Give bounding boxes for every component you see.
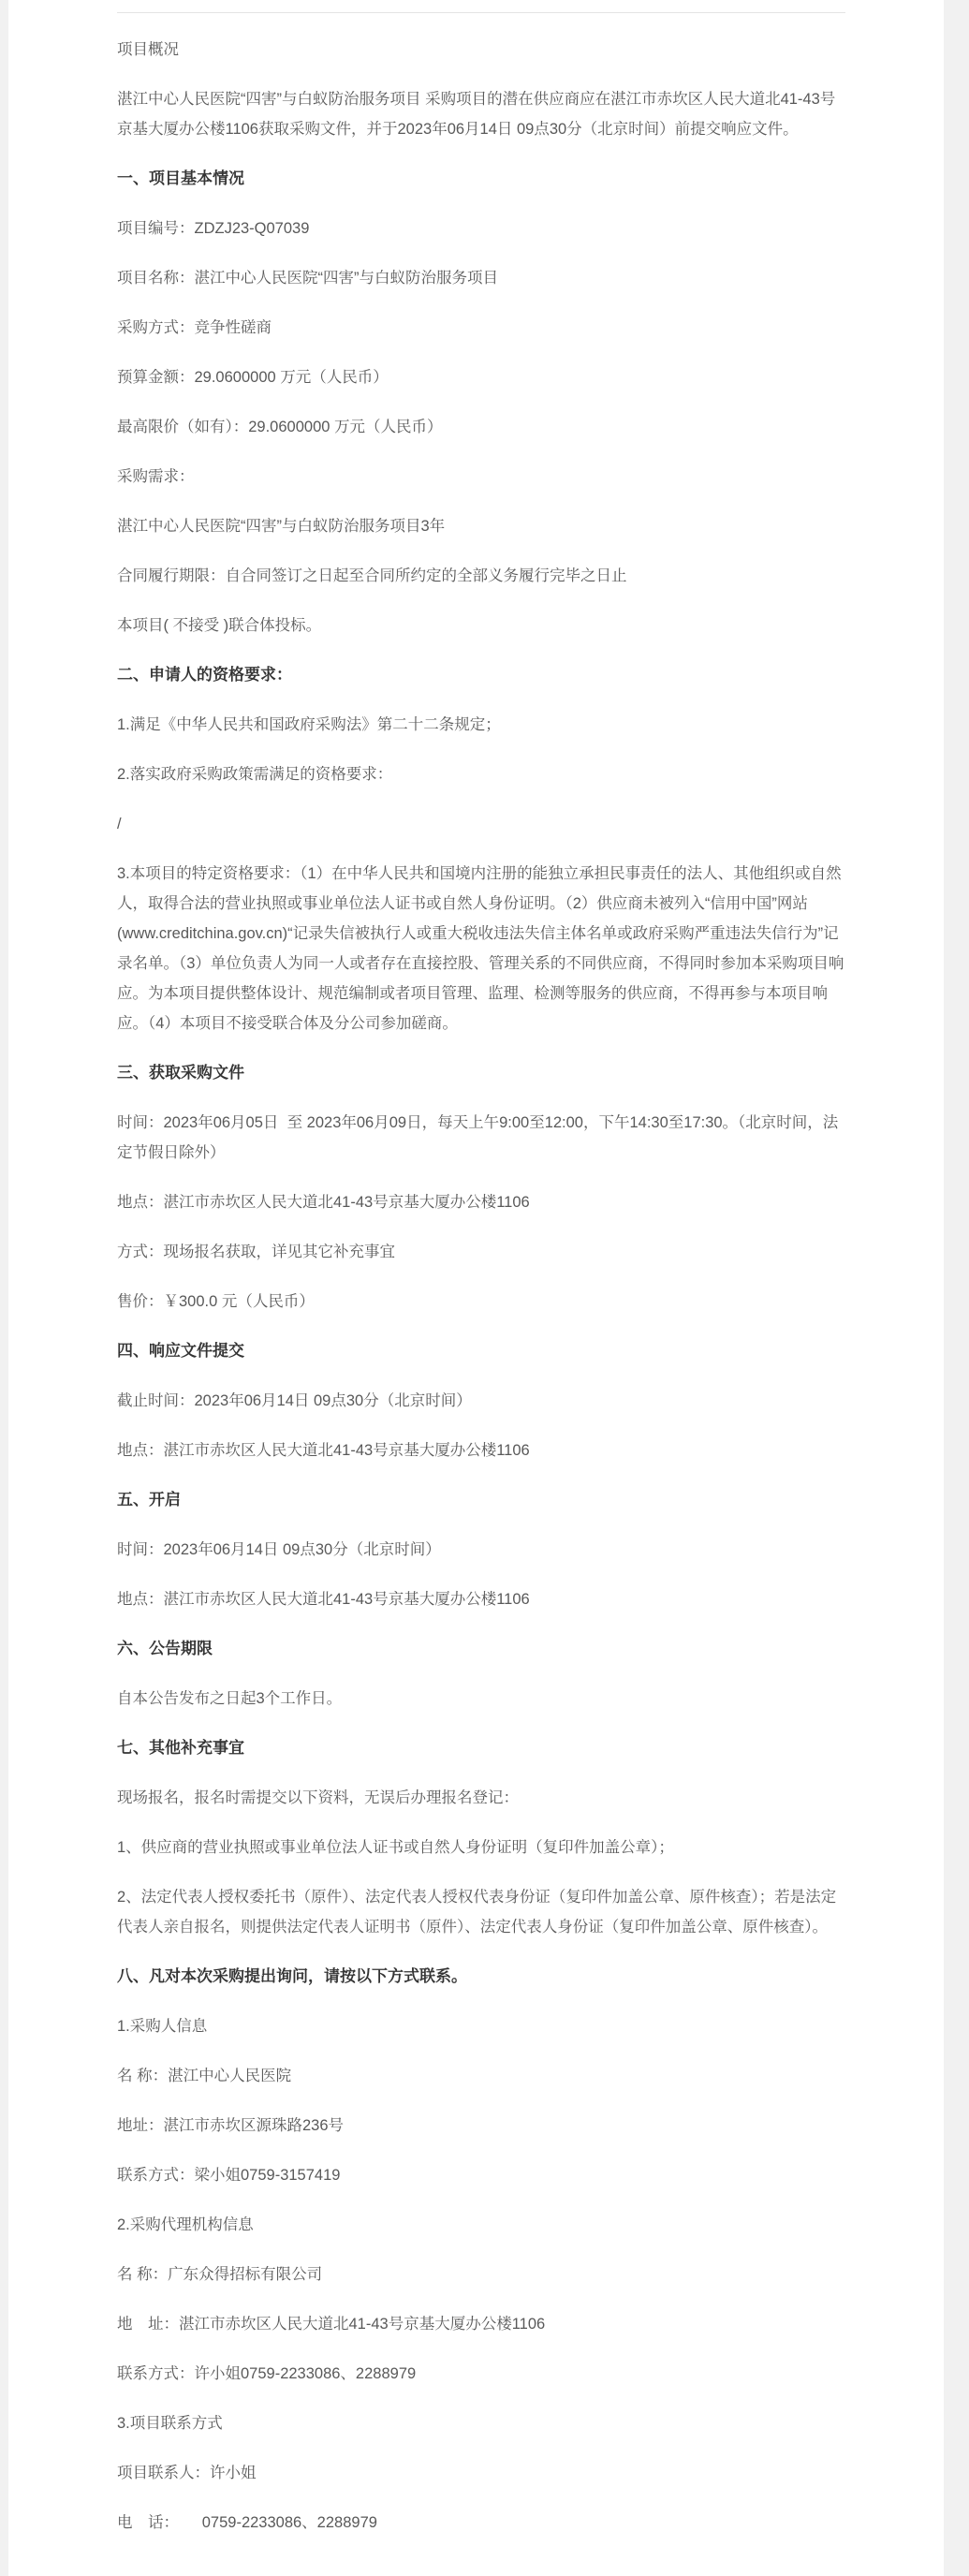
open-time: 时间：2023年06月14日 09点30分（北京时间）: [117, 1541, 441, 1558]
qualification-item-1: 1.满足《中华人民共和国政府采购法》第二十二条规定；: [117, 716, 501, 733]
page-card: [8, 0, 944, 2576]
qualification-item-2: 2.落实政府采购政策需满足的资格要求：: [117, 766, 393, 783]
agency-contact: 联系方式：许小姐0759-2233086、2288979: [117, 2365, 417, 2382]
doc-acquire-price: 售价：￥300.0 元（人民币）: [117, 1293, 315, 1310]
qualification-item-2-value: /: [117, 816, 122, 832]
field-budget-amount: 预算金额：29.0600000 万元（人民币）: [117, 369, 389, 386]
qualification-item-3: 3.本项目的特定资格要求：（1）在中华人民共和国境内注册的能独立承担民事责任的法人、其他组织或自然人，取得合法的营业执照或事业单位法人证书或自然人身份证明。（2）供应商未被列入“信用中国”网站(www.creditchina.gov.cn)“记录失信被执行人或重大税收违法失信主体名单或政府采购严重违法失信行为”记录名单。（3）单位负责人为同一人或者存在直接控股、管理关系的不同供应商，不得同时参加本采购项目响应。为本项目提供整体设计、规范编制或者项目管理、监理、检测等服务的供应商，不得再参与本项目响应。（4）本项目不接受联合体及分公司参加磋商。: [117, 865, 844, 1032]
section-1-title: 一、项目基本情况: [117, 169, 244, 187]
top-divider: [117, 12, 845, 13]
overview-paragraph: 湛江中心人民医院“四害”与白蚁防治服务项目 采购项目的潜在供应商应在湛江市赤坎区人民大道北41-43号京基大厦办公楼1106获取采购文件，并于2023年06月14日 09点30分（北京时间）前提交响应文件。: [117, 91, 836, 138]
project-contact-label: 3.项目联系方式: [117, 2415, 223, 2432]
section-3-title: 三、获取采购文件: [117, 1064, 244, 1082]
project-contact-person: 项目联系人：许小姐: [117, 2465, 257, 2481]
agency-name: 名 称：广东众得招标有限公司: [117, 2266, 323, 2283]
open-location: 地点：湛江市赤坎区人民大道北41-43号京基大厦办公楼1106: [117, 1591, 530, 1608]
doc-acquire-time: 时间：2023年06月05日 至 2023年06月09日，每天上午9:00至12:00，下午14:30至17:30。（北京时间，法定节假日除外）: [117, 1114, 839, 1161]
agency-info-label: 2.采购代理机构信息: [117, 2216, 254, 2233]
section-6-title: 六、公告期限: [117, 1640, 213, 1657]
field-procurement-demand-value: 湛江中心人民医院“四害”与白蚁防治服务项目3年: [117, 518, 446, 535]
submit-location: 地点：湛江市赤坎区人民大道北41-43号京基大厦办公楼1106: [117, 1442, 530, 1459]
field-consortium-note: 本项目( 不接受 )联合体投标。: [117, 617, 322, 634]
section-5-title: 五、开启: [117, 1491, 181, 1509]
section-4-title: 四、响应文件提交: [117, 1342, 244, 1360]
announcement-period: 自本公告发布之日起3个工作日。: [117, 1690, 343, 1707]
submit-deadline: 截止时间：2023年06月14日 09点30分（北京时间）: [117, 1392, 472, 1409]
section-8-title: 八、凡对本次采购提出询问，请按以下方式联系。: [117, 1967, 467, 1985]
purchaser-contact: 联系方式：梁小姐0759-3157419: [117, 2167, 341, 2184]
doc-acquire-method: 方式：现场报名获取，详见其它补充事宜: [117, 1244, 395, 1260]
purchaser-name: 名 称：湛江中心人民医院: [117, 2068, 292, 2084]
field-contract-period: 合同履行期限：自合同签订之日起至合同所约定的全部义务履行完毕之日止: [117, 567, 627, 584]
field-project-number: 项目编号：ZDZJ23-Q07039: [117, 220, 310, 237]
purchaser-info-label: 1.采购人信息: [117, 2018, 208, 2035]
section-2-title: 二、申请人的资格要求：: [117, 666, 292, 684]
project-contact-phone: 电 话： 0759-2233086、2288979: [117, 2514, 377, 2531]
field-procurement-demand-label: 采购需求：: [117, 468, 195, 485]
field-project-name: 项目名称：湛江中心人民医院“四害”与白蚁防治服务项目: [117, 270, 498, 287]
field-procurement-method: 采购方式：竞争性磋商: [117, 319, 272, 336]
supplement-item-1: 1、供应商的营业执照或事业单位法人证书或自然人身份证明（复印件加盖公章）；: [117, 1839, 674, 1856]
section-7-title: 七、其他补充事宜: [117, 1739, 244, 1757]
announcement-document: [117, 12, 845, 2538]
purchaser-address: 地址：湛江市赤坎区源珠路236号: [117, 2117, 345, 2134]
field-max-price: 最高限价（如有）：29.0600000 万元（人民币）: [117, 419, 443, 435]
supplement-item-2: 2、法定代表人授权委托书（原件）、法定代表人授权代表身份证（复印件加盖公章、原件核查）；若是法定代表人亲自报名，则提供法定代表人证明书（原件）、法定代表人身份证（复印件加盖公章、原件核查）。: [117, 1889, 837, 1936]
overview-label: 项目概况: [117, 41, 179, 58]
agency-address: 地 址：湛江市赤坎区人民大道北41-43号京基大厦办公楼1106: [117, 2316, 546, 2333]
supplement-intro: 现场报名，报名时需提交以下资料，无误后办理报名登记：: [117, 1789, 519, 1806]
doc-acquire-location: 地点：湛江市赤坎区人民大道北41-43号京基大厦办公楼1106: [117, 1194, 530, 1211]
